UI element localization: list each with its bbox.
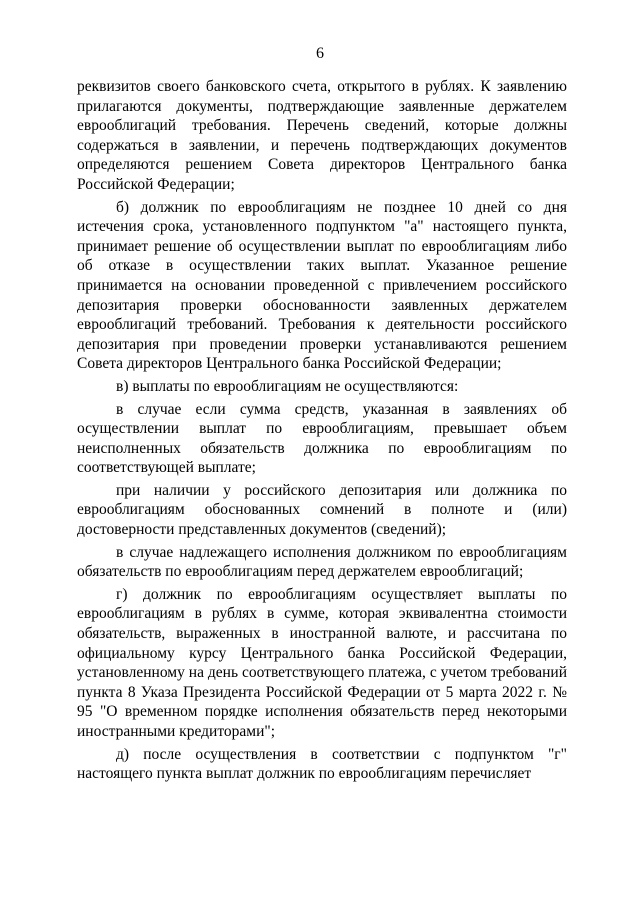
- paragraph-b: б) должник по еврооблигациям не позднее 10 дней со дня истечения срока, установленного подпунктом "а" настоящего пункта, принимает решение об осуществлении выплат по еврооблигациям либо об отказе в осуществлении таких выплат. Указанное решение принимается на основании проведенной с привлечением российского депозитария проверки обоснованности заявленных держателем еврооблигаций требований. Требования к деятельности российского депозитария при проведении проверки устанавливаются решением Совета директоров Центрального банка Российской Федерации;: [77, 198, 567, 373]
- document-body: [77, 77, 567, 784]
- paragraph-g: г) должник по еврооблигациям осуществляет выплаты по еврооблигациям в рублях в сумме, которая эквивалентна стоимости обязательств, выраженных в иностранной валюте, и рассчитана по официальному курсу Центрального банка Российской Федерации, установленному на день соответствующего платежа, с учетом требований пункта 8 Указа Президента Российской Федерации от 5 марта 2022 г. № 95 "О временном порядке исполнения обязательств перед некоторыми иностранными кредиторами";: [77, 585, 567, 740]
- paragraph-v-case-3: в случае надлежащего исполнения должником по еврооблигациям обязательств по еврооблигациям перед держателем еврооблигаций;: [77, 543, 567, 581]
- paragraph-v-case-1: в случае если сумма средств, указанная в заявлениях об осуществлении выплат по еврооблигациям, превышает объем неисполненных обязательств должника по еврооблигациям по соответствующей выплате;: [77, 400, 567, 477]
- paragraph-v: в) выплаты по еврооблигациям не осуществляются:: [116, 377, 459, 395]
- paragraph-v-case-2: при наличии у российского депозитария или должника по еврооблигациям обоснованных сомнений в полноте и (или) достоверности представленных документов (сведений);: [77, 481, 567, 539]
- page-number: 6: [316, 45, 324, 62]
- paragraph-continuation: реквизитов своего банковского счета, открытого в рублях. К заявлению прилагаются документы, подтверждающие заявленные держателем еврооблигаций требования. Перечень сведений, которые должны содержаться в заявлении, и перечень подтверждающих документов определяются решением Совета директоров Центрального банка Российской Федерации;: [77, 78, 567, 193]
- paragraph-d: д) после осуществления в соответствии с подпунктом "г" настоящего пункта выплат должник по еврооблигациям перечисляет: [77, 745, 567, 783]
